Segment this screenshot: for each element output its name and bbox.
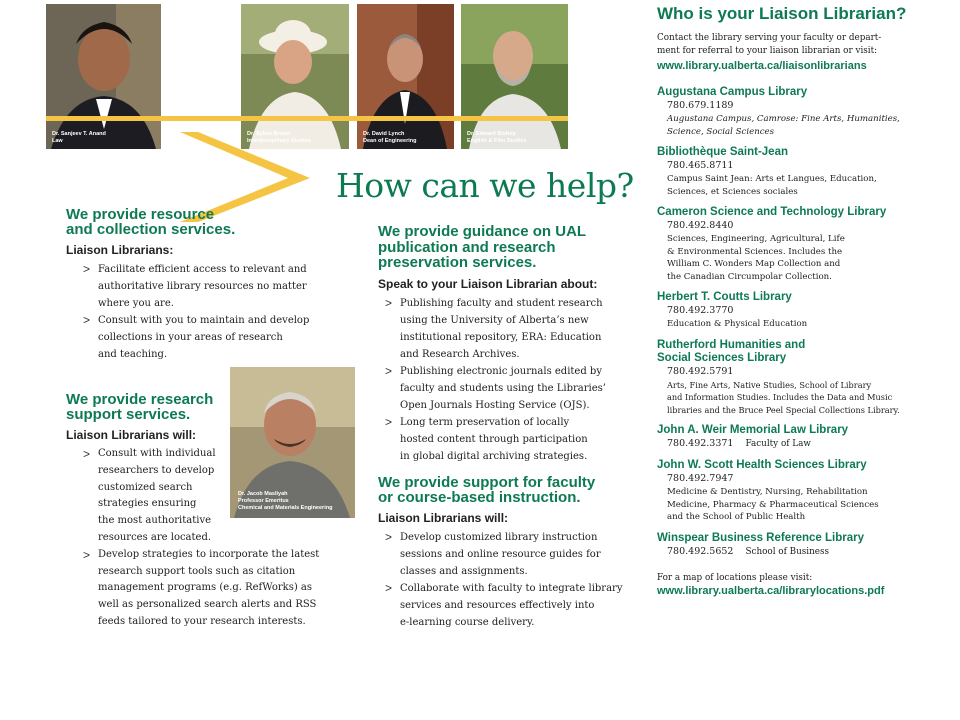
caption-title: Law <box>52 138 63 144</box>
library-name: John A. Weir Memorial Law Library <box>657 424 849 436</box>
intro-line: ment for referral to your liaison librarian or visit: <box>657 46 878 56</box>
section-subtitle: Liaison Librarians will: <box>66 428 197 442</box>
panel-title: Who is your Liaison Librarian? <box>657 4 907 23</box>
section-title-line: and collection services. <box>66 221 236 238</box>
list-item: > Facilitate efficient access to relevant and authoritative library resources no matter where you are. <box>83 262 307 309</box>
list-item: > Develop strategies to incorporate the latest research support tools such as citation management programs (e.g. RefWorks) as well as personalized search alerts and RSS feeds tailored to your research interests. <box>83 547 320 627</box>
section-title <box>378 475 628 505</box>
library-saint-jean <box>657 146 953 198</box>
caption-title: Dean of Engineering <box>363 138 417 144</box>
library-name: Bibliothèque Saint-Jean <box>657 146 788 158</box>
library-desc: Medicine & Dentistry, Nursing, Rehabilitation Medicine, Pharmacy & Pharmaceutical Sciences and the School of Public Health <box>667 487 879 522</box>
library-phone: 780.492.7947 <box>667 473 734 484</box>
library-name: John W. Scott Health Sciences Library <box>657 459 867 471</box>
list-item: > Collaborate with faculty to integrate library services and resources effectively into e-learning course delivery. <box>385 581 623 628</box>
intro-line: Contact the library serving your faculty or depart- <box>657 33 882 43</box>
liaison-librarian-panel <box>657 4 953 597</box>
section-title-line: We provide support for faculty <box>378 474 596 491</box>
library-desc: Sciences, Engineering, Agricultural, Life & Environmental Sciences. Includes the William C. Wonders Map Collection and the Canadian Circumpolar Collection. <box>667 234 845 282</box>
bullet-list <box>66 261 326 363</box>
caption-title: Interdisciplinary Studies <box>247 138 311 144</box>
section-title <box>378 224 628 271</box>
section-subtitle: Liaison Librarians will: <box>378 511 509 525</box>
caption-name: Dr. Edward Bishop <box>467 131 516 137</box>
section-title-line: We provide research <box>66 391 214 408</box>
caption-name: Dr. David Lynch <box>363 131 405 137</box>
library-phone: 780.492.8440 <box>667 220 734 231</box>
library-scott-health <box>657 459 953 524</box>
library-rutherford <box>657 339 953 417</box>
library-weir-law <box>657 424 953 451</box>
list-item: > Publishing electronic journals edited by faculty and students using the Libraries’ Open Journals Hosting Service (OJS). <box>385 363 606 411</box>
library-phone: 780.492.5791 <box>667 365 734 377</box>
section-title-line: preservation services. <box>378 254 537 271</box>
library-phone: 780.679.1189 <box>667 100 734 111</box>
footer-text: For a map of locations please visit: <box>657 572 813 583</box>
section-resource-collection <box>66 207 326 363</box>
panel-intro <box>657 32 953 58</box>
section-title-line: or course-based instruction. <box>378 489 581 506</box>
bullet-list <box>378 529 628 631</box>
list-item: > Publishing faculty and student research using the University of Alberta’s new institutional repository, ERA: Education and Research Archives. <box>385 295 603 360</box>
caption-title: Chemical and Materials Engineering <box>238 505 333 511</box>
section-subtitle: Liaison Librarians: <box>66 243 174 257</box>
bullet-list <box>378 295 628 465</box>
library-name: Herbert T. Coutts Library <box>657 291 792 303</box>
library-phone: 780.492.3770 <box>667 305 734 316</box>
library-name: Winspear Business Reference Library <box>657 531 864 544</box>
library-coutts <box>657 291 953 331</box>
caption-name: Dr. Sanjeev T. Anand <box>52 131 106 137</box>
library-desc: Arts, Fine Arts, Native Studies, School of Library and Information Studies. Includes the Data and Music libraries and the Bruce Peel Special Collections Library. <box>667 379 900 415</box>
library-name: Augustana Campus Library <box>657 86 808 98</box>
liaison-url-link[interactable]: www.library.ualberta.ca/liaisonlibrarians <box>657 60 867 72</box>
section-publication-preservation <box>378 224 628 465</box>
list-item: > Develop customized library instruction sessions and online resource guides for classes and assignments. <box>385 530 601 577</box>
section-title-line: We provide resource <box>66 206 215 223</box>
list-item: > Long term preservation of locally hosted content through participation in global digital archiving strategies. <box>385 414 588 462</box>
library-cameron <box>657 206 953 283</box>
library-winspear <box>657 532 953 559</box>
section-title-line: We provide guidance on UAL <box>378 223 587 240</box>
library-desc: Education & Physical Education <box>667 319 808 329</box>
photo-masliyah <box>230 367 355 518</box>
library-phone: 780.465.8711 <box>667 160 734 171</box>
section-title <box>66 207 326 237</box>
library-phone: 780.492.5652 School of Business <box>667 545 830 557</box>
library-name: Cameron Science and Technology Library <box>657 206 887 218</box>
library-desc: Campus Saint Jean: Arts et Langues, Education, Sciences, et Sciences sociales <box>667 174 877 197</box>
section-title-line: support services. <box>66 406 191 423</box>
section-instruction-support <box>378 475 628 631</box>
list-item: > Consult with you to maintain and develop collections in your areas of research and teaching. <box>83 313 310 360</box>
section-title-line: publication and research <box>378 238 556 256</box>
locations-url-link[interactable]: www.library.ualberta.ca/librarylocations.pdf <box>657 584 885 597</box>
section-subtitle: Speak to your Liaison Librarian about: <box>378 276 598 291</box>
list-item: > Consult with individual researchers to develop customized search strategies ensuring the most authoritative resources are located. <box>83 447 216 543</box>
caption-title: English & Film Studies <box>467 138 527 144</box>
caption-name: Dr. Jacob Masliyah <box>238 491 288 497</box>
caption-name: Dr. Sylvia Brown <box>247 131 291 137</box>
library-augustana <box>657 86 953 138</box>
library-desc: Augustana Campus, Camrose: Fine Arts, Humanities, Science, Social Sciences <box>667 114 900 137</box>
caption-title: Professor Emeritus <box>238 498 289 504</box>
library-phone: 780.492.3371 Faculty of Law <box>667 438 811 449</box>
page-heading: How can we help? <box>336 166 634 205</box>
library-name: Rutherford Humanities and Social Sciences Library <box>657 338 806 364</box>
